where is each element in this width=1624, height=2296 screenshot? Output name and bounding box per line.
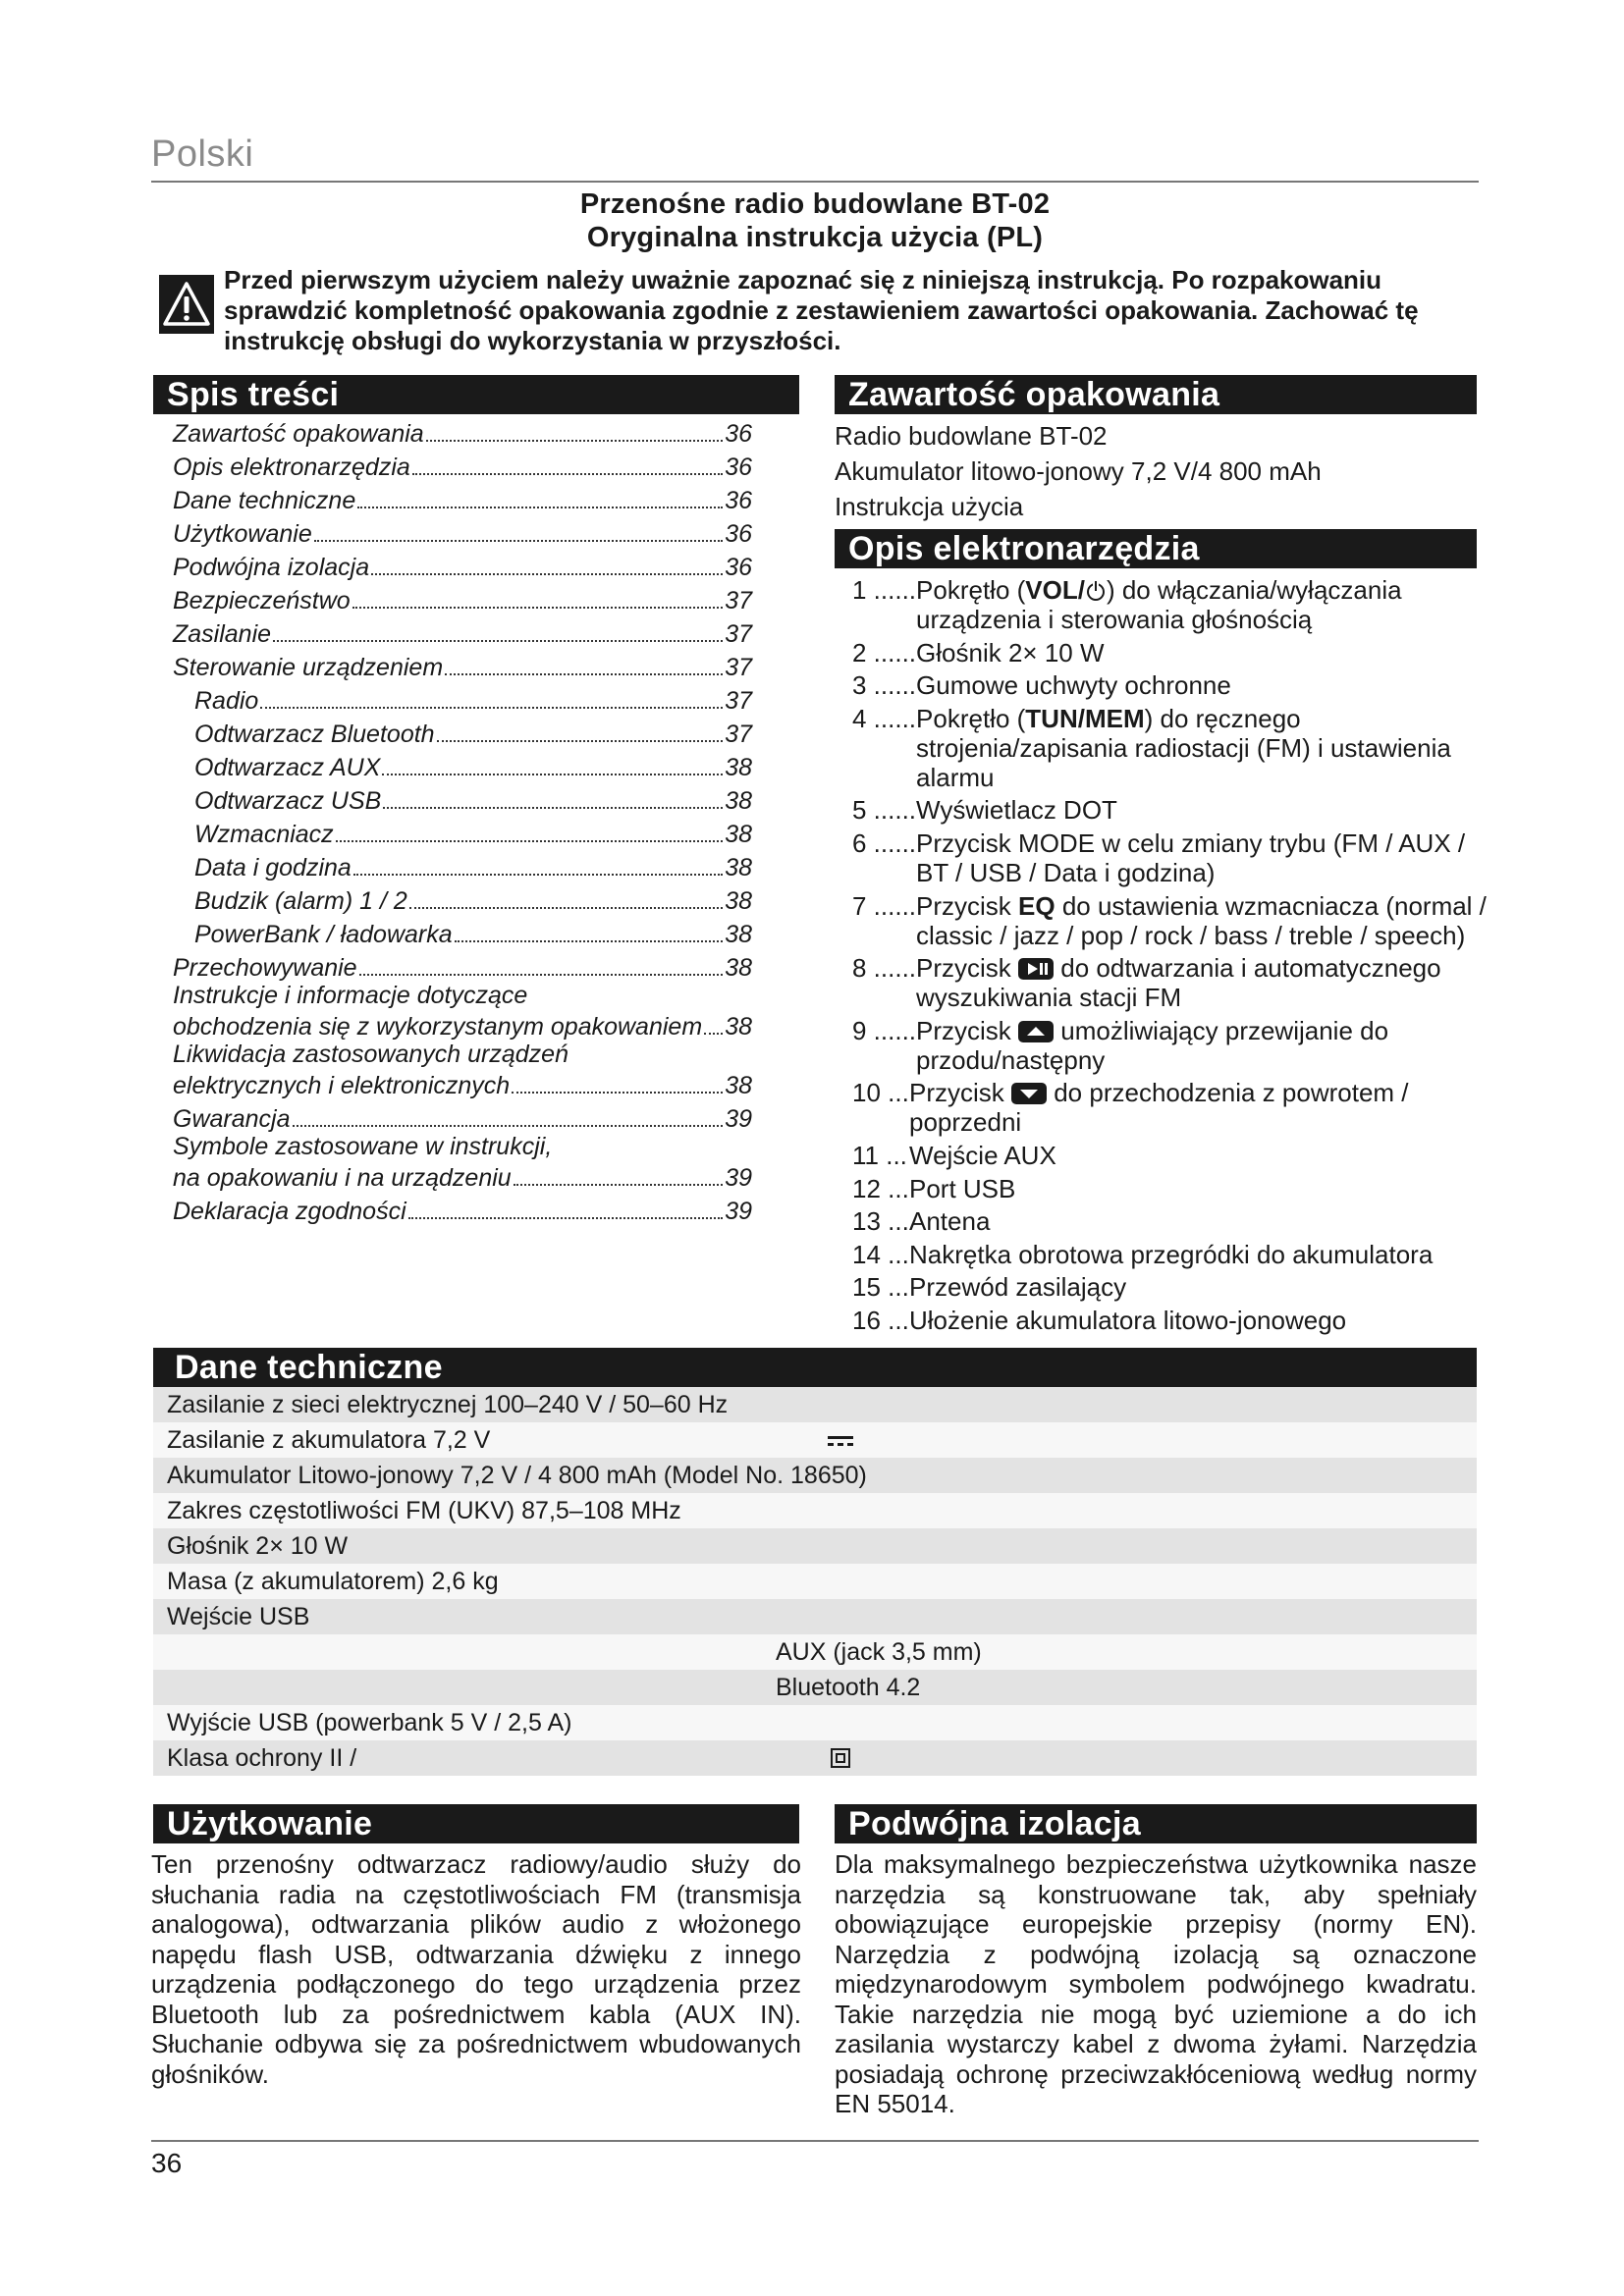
toc-entry[interactable]: [173, 1010, 752, 1041]
toc-entry-line: [173, 983, 752, 1010]
toc-entry[interactable]: [173, 1161, 752, 1193]
part-item: [852, 1141, 1489, 1170]
toc-entry[interactable]: [173, 482, 752, 515]
spec-row: [153, 1599, 1477, 1634]
toc-entry-page: 38: [725, 954, 752, 982]
spec-row: [153, 1564, 1477, 1599]
toc-entry-page: 38: [725, 1072, 752, 1099]
toc-entry-page: 36: [725, 487, 752, 514]
part-item: [852, 828, 1489, 887]
language-label: Polski: [151, 133, 254, 175]
toc-entry-label: Użytkowanie: [173, 520, 312, 548]
part-text: Antena: [909, 1206, 991, 1237]
toc-leader-dots: [426, 440, 723, 442]
package-heading: Zawartość opakowania: [835, 375, 1477, 414]
part-number: 15 ...: [852, 1272, 909, 1303]
part-number: 14 ...: [852, 1239, 909, 1269]
toc-leader-dots: [412, 473, 723, 475]
spec-row: [153, 1634, 1477, 1670]
toc-entry-page: 37: [725, 587, 752, 614]
toc-entry-page: 37: [725, 620, 752, 648]
spec-row: [153, 1493, 1477, 1528]
toc-leader-dots: [445, 673, 723, 675]
toc-entry-label: Gwarancja: [173, 1105, 291, 1133]
part-text: Głośnik 2× 10 W: [916, 637, 1105, 667]
spec-label: Głośnik 2× 10 W: [167, 1532, 349, 1560]
part-text-post: umożliwiający przewijanie do przodu/następny: [916, 1015, 1389, 1075]
document-subtitle: Oryginalna instrukcja użycia (PL): [586, 222, 1044, 253]
toc-leader-dots: [408, 1217, 724, 1219]
spec-label: Zasilanie z sieci elektrycznej 100–240 V / 50–60 Hz: [167, 1391, 729, 1418]
toc-leader-dots: [314, 540, 723, 542]
table-of-contents: [173, 415, 752, 1226]
page-number: 36: [151, 2148, 183, 2178]
part-item: [852, 1206, 1489, 1236]
part-text-pre: Przycisk: [916, 953, 1019, 984]
warning-text: Przed pierwszym użyciem należy uważnie zapoznać się z niniejszą instrukcją. Po rozpakowaniu sprawdzić kompletność opakowania zgodnie z zestawieniem zawartości opakowania. Zachować tę instrukcję obsługi do wykorzystania w przyszłości.: [224, 265, 1419, 355]
toc-leader-dots: [273, 640, 723, 642]
toc-entry-label: obchodzenia się z wykorzystanym opakowaniem: [173, 1013, 703, 1041]
part-text: [916, 704, 1489, 792]
toc-entry-page: 39: [725, 1164, 752, 1192]
toc-entry-line: [173, 1134, 752, 1161]
toc-entry-label: elektrycznych i elektronicznych: [173, 1072, 511, 1099]
toc-leader-dots: [383, 807, 723, 809]
toc-leader-dots: [514, 1184, 723, 1186]
double-insulation-icon: [827, 1740, 854, 1776]
part-item: [852, 953, 1489, 1012]
part-text: Nakrętka obrotowa przegródki do akumulatora: [909, 1239, 1434, 1269]
usage-text: Ten przenośny odtwarzacz radiowy/audio służy do słuchania radia na częstotliwościach FM (transmisja analogowa), odtwarzania plików audio z włożonego napędu flash USB, odtwarzania dźwięku z innego urządzenia podłączonego do tego urządzenia przez Bluetooth lub za pośrednictwem kabla (AUX IN). Słuchanie odbywa się za pośrednictwem wbudowanych głośników.: [151, 1849, 801, 2089]
toc-entry[interactable]: [173, 849, 752, 882]
part-number: 5 ......: [852, 795, 917, 826]
spec-value: Bluetooth 4.2: [776, 1674, 921, 1701]
part-text: [916, 953, 1489, 1012]
part-text: Ułożenie akumulatora litowo-jonowego: [909, 1305, 1347, 1335]
part-text-bold: TUN/MEM: [1025, 703, 1145, 733]
part-text: Przycisk MODE w celu zmiany trybu (FM / AUX / BT / USB / Data i godzina): [916, 828, 1466, 887]
toc-entry-label: Zawartość opakowania: [173, 420, 424, 448]
toc-entry-label: Wzmacniacz: [194, 821, 334, 848]
description-heading: Opis elektronarzędzia: [835, 529, 1477, 568]
part-item: [852, 1174, 1489, 1203]
package-item: Radio budowlane BT-02: [835, 421, 1108, 451]
part-text: Wyświetlacz DOT: [916, 795, 1117, 826]
toc-entry[interactable]: [173, 782, 752, 816]
toc-leader-dots: [336, 840, 724, 842]
toc-entry[interactable]: [173, 916, 752, 949]
parts-list: [852, 575, 1489, 1339]
part-number: 10 ...: [852, 1078, 909, 1108]
part-text: [916, 1016, 1489, 1075]
part-number: 9 ......: [852, 1015, 917, 1045]
warning-triangle-icon: [159, 275, 214, 334]
toc-entry[interactable]: [173, 1193, 752, 1226]
toc-leader-dots: [359, 974, 724, 976]
toc-entry-label: Opis elektronarzędzia: [173, 454, 410, 481]
toc-entry[interactable]: [173, 816, 752, 849]
part-item: [852, 575, 1489, 634]
part-text-pre: Przycisk: [916, 1015, 1019, 1045]
spec-row: [153, 1670, 1477, 1705]
toc-entry-label: Przechowywanie: [173, 954, 357, 982]
toc-entry-page: 39: [725, 1198, 752, 1225]
part-item: [852, 1078, 1489, 1137]
part-number: 7 ......: [852, 890, 917, 921]
part-item: [852, 704, 1489, 792]
toc-entry-page: 38: [725, 1013, 752, 1041]
toc-leader-dots: [353, 874, 723, 876]
toc-entry[interactable]: [173, 515, 752, 549]
part-number: 1 ......: [852, 575, 917, 605]
toc-entry-label: Bezpieczeństwo: [173, 587, 351, 614]
part-text-bold: VOL/: [1025, 575, 1085, 605]
toc-entry[interactable]: [173, 415, 752, 449]
insulation-text: Dla maksymalnego bezpieczeństwa użytkownika nasze narzędzia są konstruowane tak, aby spełniały obowiązujące europejskie przepisy (normy EN). Narzędzia z podwójną izolacją są oznaczone międzynarodowym symbolem podwójnego kwadratu. Takie narzędzia nie mogą być uziemione a do ich zasilania wystarczy kabel z dwoma żyłami. Narzędzia posiadają ochronę przeciwzakłóceniową według normy EN 55014.: [835, 1849, 1477, 2118]
toc-entry[interactable]: [173, 582, 752, 615]
toc-heading: Spis treści: [153, 375, 799, 414]
toc-leader-dots: [455, 940, 724, 942]
spec-label: Masa (z akumulatorem) 2,6 kg: [167, 1568, 499, 1595]
insulation-heading: Podwójna izolacja: [835, 1804, 1477, 1843]
toc-entry-page: 39: [725, 1105, 752, 1133]
part-text-pre: Pokrętło (: [916, 703, 1026, 733]
part-text-post: do odtwarzania i automatycznego wyszukiwania stacji FM: [916, 953, 1441, 1013]
usage-heading: Użytkowanie: [153, 1804, 799, 1843]
toc-entry-label: Instrukcje i informacje dotyczące: [173, 982, 528, 1009]
toc-entry[interactable]: [173, 749, 752, 782]
spec-row: [153, 1528, 1477, 1564]
toc-leader-dots: [409, 907, 723, 909]
spec-label: Akumulator Litowo-jonowy 7,2 V / 4 800 mAh (Model No. 18650): [167, 1462, 867, 1489]
toc-entry-page: 38: [725, 921, 752, 948]
part-text-post: ) do włączania/wyłączania urządzenia i sterowania głośnością: [916, 575, 1402, 634]
toc-entry-label: Likwidacja zastosowanych urządzeń: [173, 1041, 568, 1068]
power-icon: [1085, 580, 1107, 602]
toc-leader-dots: [437, 740, 724, 742]
toc-leader-dots: [352, 607, 724, 609]
play-pause-icon: [1018, 958, 1054, 980]
part-item: [852, 638, 1489, 667]
toc-leader-dots: [260, 707, 723, 709]
part-item: [852, 1272, 1489, 1302]
spec-label: Klasa ochrony II /: [167, 1744, 357, 1772]
part-text: [916, 891, 1489, 950]
part-number: 11 ...: [852, 1140, 907, 1170]
package-list: [835, 418, 1473, 524]
part-item: [852, 1016, 1489, 1075]
part-number: 2 ......: [852, 637, 917, 667]
toc-entry[interactable]: [173, 1100, 752, 1134]
toc-entry-page: 38: [725, 854, 752, 881]
toc-entry-line: [173, 1041, 752, 1069]
toc-entry-page: 38: [725, 754, 752, 781]
toc-entry-label: PowerBank / ładowarka: [194, 921, 453, 948]
toc-entry-label: Dane techniczne: [173, 487, 356, 514]
toc-entry-label: Podwójna izolacja: [173, 554, 370, 581]
spec-label: Wyjście USB (powerbank 5 V / 2,5 A): [167, 1709, 572, 1736]
part-text: Gumowe uchwyty ochronne: [916, 670, 1231, 701]
spec-row: [153, 1705, 1477, 1740]
document-title: Przenośne radio budowlane BT-02: [579, 188, 1051, 220]
part-number: 4 ......: [852, 703, 917, 733]
toc-entry[interactable]: [173, 949, 752, 983]
toc-entry[interactable]: [173, 1069, 752, 1100]
toc-entry[interactable]: [173, 449, 752, 482]
toc-entry-page: 36: [725, 520, 752, 548]
toc-entry-page: 38: [725, 887, 752, 915]
toc-entry-page: 36: [725, 420, 752, 448]
part-item: [852, 670, 1489, 700]
part-text-bold: EQ: [1018, 890, 1056, 921]
package-item: Instrukcja użycia: [835, 492, 1024, 521]
spec-label: Zakres częstotliwości FM (UKV) 87,5–108 MHz: [167, 1497, 681, 1524]
part-text-pre: Pokrętło (: [916, 575, 1026, 605]
spec-row: [153, 1387, 1477, 1422]
toc-leader-dots: [704, 1033, 723, 1035]
toc-entry[interactable]: [173, 682, 752, 716]
up-arrow-icon: [1018, 1021, 1054, 1042]
part-text: Wejście AUX: [909, 1140, 1056, 1170]
toc-entry-page: 36: [725, 554, 752, 581]
toc-entry-page: 37: [725, 687, 752, 715]
part-number: 8 ......: [852, 953, 917, 984]
part-text-post: do przechodzenia z powrotem / poprzedni: [909, 1078, 1409, 1138]
part-item: [852, 1240, 1489, 1269]
toc-entry-label: Symbole zastosowane w instrukcji,: [173, 1133, 553, 1160]
specs-table: [153, 1387, 1477, 1776]
toc-entry-label: Sterowanie urządzeniem: [173, 654, 444, 681]
toc-entry-label: Budzik (alarm) 1 / 2: [194, 887, 407, 915]
part-item: [852, 891, 1489, 950]
part-text-pre: Przycisk: [909, 1078, 1011, 1108]
spec-label: Wejście USB: [167, 1603, 310, 1630]
toc-entry[interactable]: [173, 716, 752, 749]
down-arrow-icon: [1011, 1083, 1047, 1104]
part-text: [909, 1078, 1489, 1137]
part-number: 16 ...: [852, 1305, 909, 1335]
part-text: Port USB: [909, 1173, 1016, 1203]
part-number: 12 ...: [852, 1173, 909, 1203]
package-item: Akumulator litowo-jonowy 7,2 V/4 800 mAh: [835, 456, 1322, 486]
toc-entry-label: Odtwarzacz Bluetooth: [194, 721, 435, 748]
toc-entry-label: Data i godzina: [194, 854, 352, 881]
toc-entry-page: 38: [725, 821, 752, 848]
toc-leader-dots: [293, 1125, 724, 1127]
part-number: 3 ......: [852, 670, 917, 701]
toc-entry[interactable]: [173, 615, 752, 649]
toc-entry-label: Zasilanie: [173, 620, 272, 648]
spec-label: Zasilanie z akumulatora 7,2 V: [167, 1426, 491, 1454]
toc-leader-dots: [371, 573, 723, 575]
footer-divider: [151, 2140, 1479, 2142]
dc-current-icon: [827, 1422, 854, 1458]
spec-value: AUX (jack 3,5 mm): [776, 1638, 982, 1666]
specs-heading: Dane techniczne: [153, 1348, 1477, 1387]
part-text-pre: Przycisk: [916, 890, 1019, 921]
toc-entry-label: na opakowaniu i na urządzeniu: [173, 1164, 512, 1192]
spec-row: [153, 1422, 1477, 1458]
toc-entry-label: Radio: [194, 687, 259, 715]
toc-leader-dots: [382, 774, 723, 775]
toc-entry-page: 37: [725, 654, 752, 681]
part-item: [852, 795, 1489, 825]
toc-entry-page: 37: [725, 721, 752, 748]
header-divider: [151, 181, 1479, 183]
part-item: [852, 1306, 1489, 1335]
spec-row: [153, 1458, 1477, 1493]
part-number: 13 ...: [852, 1206, 909, 1237]
toc-entry[interactable]: [173, 882, 752, 916]
part-text: [916, 575, 1489, 634]
part-number: 6 ......: [852, 828, 917, 858]
toc-leader-dots: [357, 507, 723, 508]
toc-entry-label: Deklaracja zgodności: [173, 1198, 406, 1225]
toc-entry-label: Odtwarzacz USB: [194, 787, 382, 815]
toc-entry-page: 36: [725, 454, 752, 481]
toc-entry[interactable]: [173, 649, 752, 682]
part-text: Przewód zasilający: [909, 1272, 1127, 1303]
part-text-post: do ustawienia wzmacniacza (normal / classic / jazz / pop / rock / bass / treble / speech): [916, 890, 1487, 950]
toc-entry-label: Odtwarzacz AUX: [194, 754, 381, 781]
toc-leader-dots: [512, 1092, 723, 1094]
toc-entry-page: 38: [725, 787, 752, 815]
toc-entry[interactable]: [173, 549, 752, 582]
part-text-post: ) do ręcznego strojenia/zapisania radiostacji (FM) i ustawienia alarmu: [916, 703, 1451, 792]
spec-row: [153, 1740, 1477, 1776]
